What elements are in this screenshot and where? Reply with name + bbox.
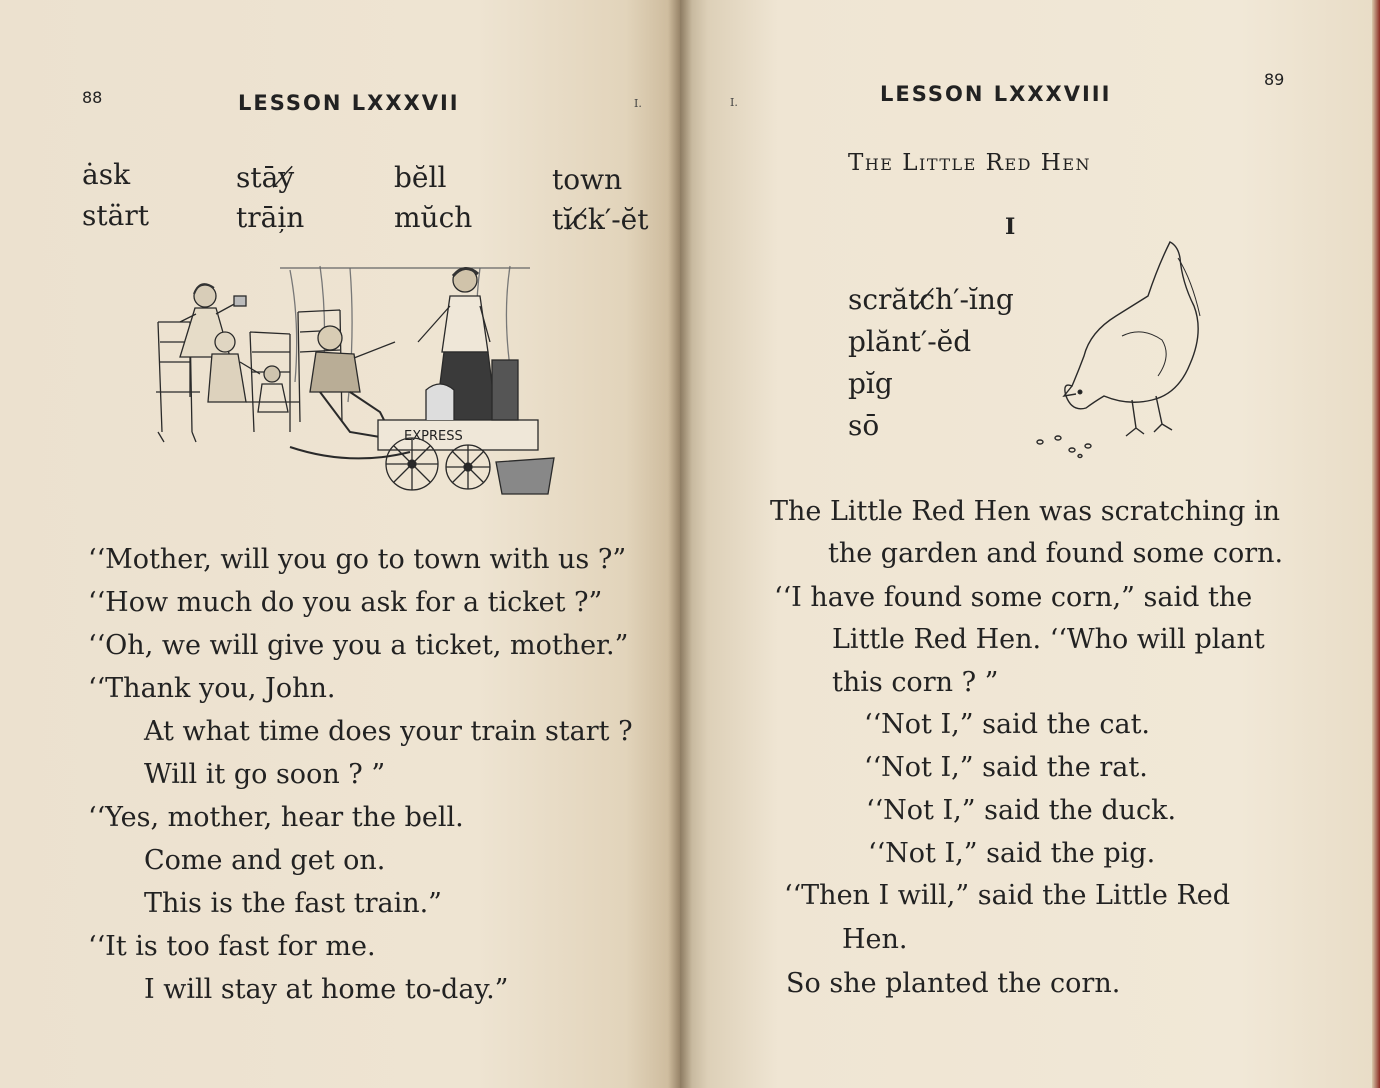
- text-line: this corn ? ”: [832, 667, 999, 698]
- text-line: At what time does your train start ?: [144, 716, 633, 747]
- book-gutter: [668, 0, 692, 1088]
- section-number: I: [1005, 214, 1016, 240]
- right-lesson-heading: LESSON LXXXVIII: [880, 82, 1112, 106]
- text-line: ‘‘Not I,” said the rat.: [864, 752, 1148, 783]
- right-page: [680, 0, 1380, 1088]
- text-line: ‘‘Not I,” said the cat.: [864, 709, 1151, 740]
- text-line: I will stay at home to-day.”: [144, 974, 509, 1005]
- text-line: ‘‘Mother, will you go to town with us ?”: [88, 544, 627, 575]
- left-page: [0, 0, 680, 1088]
- book-cover-edge: [1372, 0, 1380, 1088]
- text-line: ‘‘Not I,” said the pig.: [868, 838, 1156, 869]
- text-line: ‘‘I have found some corn,” said the: [774, 582, 1253, 613]
- left-margin-mark: I.: [634, 97, 642, 110]
- hen-pecking-illustration: [1032, 236, 1212, 460]
- vocab-word: bĕll: [394, 161, 447, 194]
- text-line: Little Red Hen. ‘‘Who will plant: [832, 624, 1265, 655]
- text-line: Will it go soon ? ”: [144, 759, 386, 790]
- text-line: So she planted the corn.: [786, 968, 1121, 999]
- text-line: ‘‘How much do you ask for a ticket ?”: [88, 587, 603, 618]
- story-title: The Little Red Hen: [848, 150, 1092, 176]
- left-page-number: 88: [82, 88, 103, 107]
- text-line: ‘‘Not I,” said the duck.: [866, 795, 1177, 826]
- vocab-word: plănt′-ĕd: [848, 325, 972, 358]
- text-line: This is the fast train.”: [144, 888, 442, 919]
- text-line: ‘‘Thank you, John.: [88, 673, 336, 704]
- vocab-word: tĭc̸k′-ĕt: [552, 203, 649, 236]
- vocab-word: ȧsk: [82, 158, 131, 191]
- children-playing-train-illustration: [150, 262, 570, 502]
- left-lesson-heading: LESSON LXXXVII: [238, 91, 460, 115]
- vocab-word: mŭch: [394, 201, 473, 234]
- vocab-word: pĭg: [848, 367, 893, 400]
- text-line: Come and get on.: [144, 845, 386, 876]
- text-line: Hen.: [842, 924, 908, 955]
- text-line: the garden and found some corn.: [828, 538, 1284, 569]
- vocab-word: stāy̸: [236, 161, 295, 194]
- text-line: ‘‘Yes, mother, hear the bell.: [88, 802, 464, 833]
- wagon-sign: EXPRESS: [404, 429, 463, 444]
- vocab-word: sō: [848, 409, 880, 442]
- text-line: ‘‘Oh, we will give you a ticket, mother.”: [88, 630, 629, 661]
- vocab-word: town: [552, 163, 623, 196]
- text-line: ‘‘It is too fast for me.: [88, 931, 376, 962]
- right-page-number: 89: [1264, 70, 1285, 89]
- text-line: The Little Red Hen was scratching in: [770, 496, 1280, 527]
- right-margin-mark: I.: [730, 96, 738, 109]
- vocab-word: trāi̦n: [236, 201, 305, 234]
- text-line: ‘‘Then I will,” said the Little Red: [784, 880, 1231, 911]
- vocab-word: stärt: [82, 199, 149, 232]
- vocab-word: scrătc̸h′-ĭng: [848, 283, 1014, 316]
